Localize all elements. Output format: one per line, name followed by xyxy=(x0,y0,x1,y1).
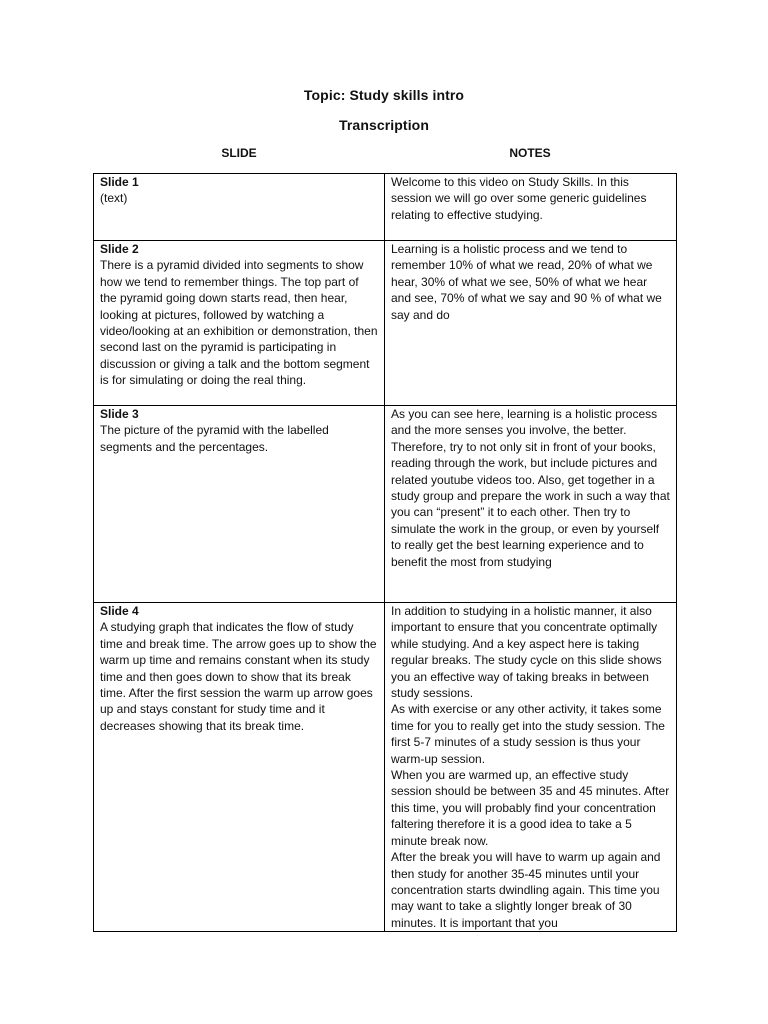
slide-description: A studying graph that indicates the flow of study time and break time. The arrow goes up to show the warm up time and remains constant when its study time and then goes down to show that its break time. After the first session the warm up arrow goes up and stays constant for study time and it decreases showing that its break time. xyxy=(100,620,377,733)
document-subtitle: Transcription xyxy=(339,117,429,133)
notes-cell xyxy=(385,603,677,932)
notes-paragraph: As with exercise or any other activity, it takes some time for you to really get into the study session. The first 5-7 minutes of a study session is thus your warm-up session. xyxy=(391,702,665,766)
notes-column-header: NOTES xyxy=(509,146,551,160)
notes-paragraph: After the break you will have to warm up again and then study for another 35-45 minutes until your concentration starts dwindling again. This time you may want to take a slightly longer break of 30 minutes. It is important that you xyxy=(391,850,661,930)
notes-cell xyxy=(385,241,677,406)
slide-label: Slide 4 xyxy=(100,604,139,618)
notes-paragraph: Learning is a holistic process and we tend to remember 10% of what we read, 20% of what we hear, 30% of what we see, 50% of what we hear and see, 70% of what we say and 90 % of what we say and do xyxy=(391,242,662,322)
slide-label: Slide 3 xyxy=(100,407,139,421)
slide-description: The picture of the pyramid with the labelled segments and the percentages. xyxy=(100,423,329,454)
slide-column-header: SLIDE xyxy=(221,146,257,160)
slide-label: Slide 2 xyxy=(100,242,139,256)
notes-paragraph: In addition to studying in a holistic manner, it also important to ensure that you concentrate optimally while studying. And a key aspect here is taking regular breaks. The study cycle on this slide shows you an effective way of taking breaks in between study sessions. xyxy=(391,604,662,701)
transcription-table xyxy=(93,173,677,932)
table-row xyxy=(94,174,677,241)
slide-cell xyxy=(94,241,385,406)
slide-description: (text) xyxy=(100,191,128,206)
notes-cell xyxy=(385,174,677,241)
table-row xyxy=(94,241,677,406)
notes-cell xyxy=(385,406,677,603)
slide-cell xyxy=(94,406,385,603)
table-row xyxy=(94,406,677,603)
notes-paragraph: When you are warmed up, an effective study session should be between 35 and 45 minutes. After this time, you will probably find your concentration faltering therefore it is a good idea to take a 5 minute break now. xyxy=(391,768,670,848)
notes-paragraph: As you can see here, learning is a holistic process and the more senses you involve, the better. Therefore, try to not only sit in front of your books, reading through the work, but include pictures and related youtube videos too. Also, get together in a study group and prepare the work in such a way that you can “present” it to each other. Then try to simulate the work in the group, or even by yourself to really get the best learning experience and to benefit the most from studying xyxy=(391,407,670,569)
slide-label: Slide 1 xyxy=(100,175,139,189)
slide-cell xyxy=(94,603,385,932)
document-topic: Topic: Study skills intro xyxy=(303,87,465,103)
notes-paragraph: Welcome to this video on Study Skills. In this session we will go over some generic guidelines relating to effective studying. xyxy=(391,175,647,222)
slide-description: There is a pyramid divided into segments to show how we tend to remember things. The top part of the pyramid going down starts read, then hear, looking at pictures, followed by watching a video/looking at an exhibition or demonstration, then second last on the pyramid is participating in discussion or giving a talk and the bottom segment is for simulating or doing the real thing. xyxy=(100,258,378,388)
table-row xyxy=(94,603,677,932)
slide-cell xyxy=(94,174,385,241)
